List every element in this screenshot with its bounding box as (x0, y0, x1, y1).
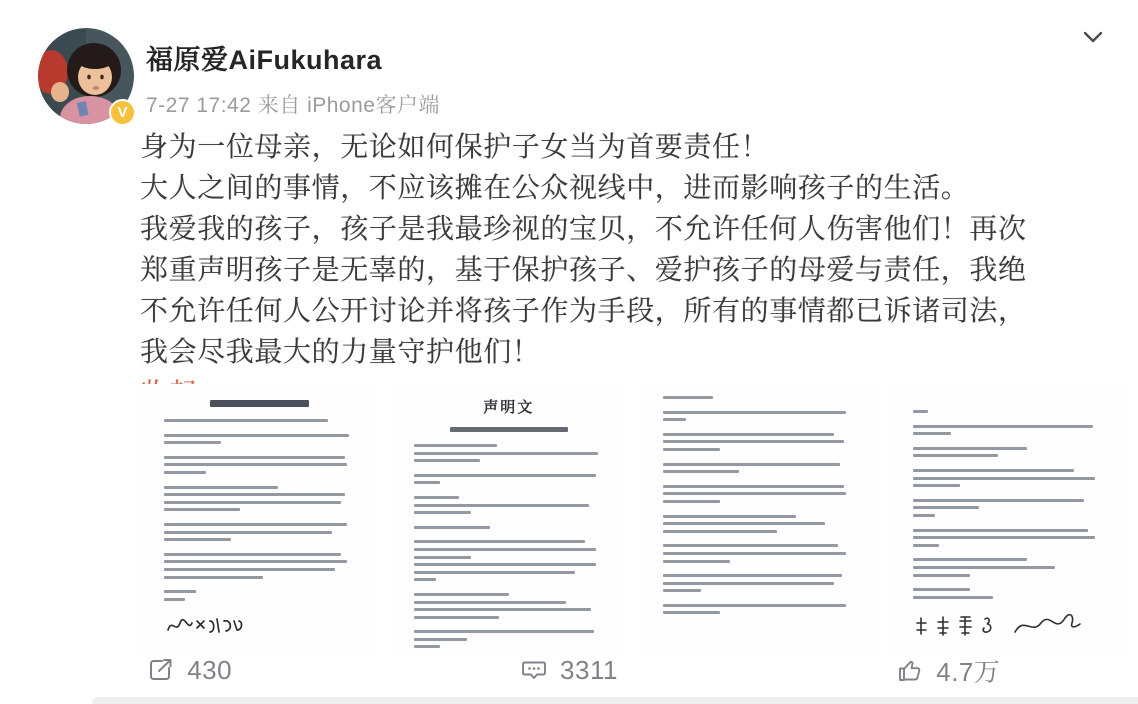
blurred-text-line (663, 582, 834, 585)
paragraph-gap (663, 426, 854, 433)
blurred-text-line (164, 463, 347, 466)
post-paragraph: 大人之间的事情，不应该摊在公众视线中，进而影响孩子的生活。 (140, 172, 970, 203)
blurred-text-line (414, 504, 589, 507)
blurred-text-line (164, 419, 328, 422)
paragraph-gap (164, 479, 355, 486)
attachment-grid (140, 384, 1125, 656)
blurred-text-line (663, 418, 686, 421)
blurred-text-line (414, 459, 481, 462)
attachment-image-statement-page-2[interactable] (390, 384, 627, 654)
blurred-text-line (913, 477, 1096, 480)
action-toolbar (0, 650, 1138, 690)
blurred-text-line (663, 552, 846, 555)
blurred-text-line (913, 499, 1084, 502)
blurred-text-line (414, 556, 471, 559)
attachment-image-statement-page-3[interactable] (639, 384, 876, 654)
blurred-text-line (414, 548, 597, 551)
blurred-text-line (414, 563, 597, 566)
blurred-text-line (913, 529, 1088, 532)
attachment-image-statement-page-4[interactable] (889, 384, 1126, 654)
blurred-text-line (414, 474, 597, 477)
post-paragraph: 我爱我的孩子，孩子是我最珍视的宝贝，不允许任何人伤害他们！再次郑重声明孩子是无辜的，基于保护孩子、爱护孩子的母爱与责任，我绝不允许任何人公开讨论并将孩子作为手段，所有的事情都已诉诸司法，我会尽我最大的力量守护他们！ (140, 213, 1027, 367)
paragraph-gap (164, 546, 355, 553)
post-header (38, 28, 440, 124)
blurred-text-line (913, 410, 928, 413)
blurred-text-line (663, 589, 701, 592)
blurred-text-line (913, 588, 970, 591)
repost-button[interactable] (0, 650, 379, 690)
blurred-text-line (164, 471, 206, 474)
blurred-text-line (164, 598, 185, 601)
blurred-text-line (164, 508, 240, 511)
blurred-text-line (913, 544, 940, 547)
paragraph-gap (913, 440, 1104, 447)
blurred-text-line (164, 553, 341, 556)
username[interactable]: 福原爱AiFukuhara (146, 45, 383, 75)
blurred-text-line (414, 645, 441, 648)
blurred-text-line (164, 523, 347, 526)
paragraph-gap (663, 567, 854, 574)
blurred-text-line (913, 566, 1056, 569)
handwritten-signature (164, 614, 264, 638)
paragraph-gap (414, 467, 605, 474)
paragraph-gap (663, 537, 854, 544)
blurred-text-line (414, 578, 437, 581)
blurred-text-line (164, 493, 345, 496)
blurred-text-line (164, 568, 335, 571)
blurred-text-line (913, 484, 961, 487)
blurred-text-line (414, 452, 599, 455)
blurred-text-line (414, 616, 500, 619)
paragraph-gap (164, 449, 355, 456)
repost-icon (147, 656, 175, 684)
blurred-text-line (913, 514, 936, 517)
document-title: 声明文 (483, 399, 535, 416)
blurred-text-line (913, 447, 1027, 450)
blurred-text-line (663, 448, 720, 451)
paragraph-gap (414, 519, 605, 526)
blurred-text-line (414, 444, 498, 447)
paragraph-gap (913, 581, 1104, 588)
header-info (146, 28, 440, 124)
comment-icon (520, 656, 548, 684)
blurred-text-line (913, 432, 951, 435)
blurred-text-line (913, 574, 970, 577)
like-button[interactable] (759, 650, 1138, 690)
paragraph-gap (164, 583, 355, 590)
blurred-text-line (414, 571, 576, 574)
blurred-text-line (414, 601, 566, 604)
paragraph-gap (414, 623, 605, 630)
blurred-text-line (164, 590, 196, 593)
blurred-text-line (663, 411, 846, 414)
blurred-text-line (913, 454, 999, 457)
blurred-text-line (663, 485, 844, 488)
stamp-and-signature (913, 612, 1093, 642)
document-subtitle-bar (450, 427, 568, 432)
paragraph-gap (913, 462, 1104, 469)
blurred-text-line (913, 425, 1094, 428)
blurred-text-line (663, 396, 713, 399)
paragraph-gap (913, 551, 1104, 558)
paragraph-gap (913, 522, 1104, 529)
blurred-text-line (414, 511, 471, 514)
blurred-text-line (913, 558, 1027, 561)
blurred-text-line (164, 486, 278, 489)
blurred-text-line (164, 538, 231, 541)
blurred-text-line (663, 463, 840, 466)
blurred-text-line (164, 560, 347, 563)
blurred-text-line (913, 469, 1075, 472)
blurred-text-line (164, 441, 221, 444)
blurred-text-line (414, 496, 460, 499)
blurred-text-line (663, 544, 838, 547)
blurred-text-line (414, 481, 441, 484)
blurred-text-line (663, 492, 846, 495)
blurred-text-line (663, 522, 825, 525)
blurred-text-line (414, 630, 595, 633)
paragraph-gap (663, 508, 854, 515)
blurred-text-line (414, 638, 467, 641)
paragraph-gap (663, 404, 854, 411)
blurred-text-line (164, 456, 345, 459)
paragraph-gap (663, 597, 854, 604)
paragraph-gap (414, 489, 605, 496)
next-card-edge (92, 697, 1138, 704)
blurred-text-line (164, 501, 341, 504)
blurred-text-line (663, 440, 844, 443)
blurred-text-line (663, 560, 730, 563)
blurred-text-line (913, 596, 993, 599)
timestamp: 7-27 17:42 来自 iPhone客户端 (146, 94, 440, 117)
blurred-text-line (913, 536, 1096, 539)
blurred-text-line (663, 530, 777, 533)
blurred-text-line (414, 540, 585, 543)
comment-button[interactable] (379, 650, 758, 690)
repost-count: 430 (187, 654, 233, 685)
thumbs-up-icon (896, 656, 924, 684)
paragraph-gap (414, 533, 605, 540)
blurred-text-line (414, 608, 591, 611)
chevron-down-icon[interactable] (1076, 22, 1110, 52)
blurred-text-line (663, 470, 739, 473)
blurred-text-line (913, 506, 980, 509)
paragraph-gap (913, 418, 1104, 425)
blurred-text-line (663, 515, 796, 518)
document-title-bar (210, 400, 309, 407)
blurred-text-line (663, 433, 834, 436)
blurred-text-line (164, 434, 349, 437)
blurred-text-line (164, 531, 332, 534)
paragraph-gap (164, 516, 355, 523)
avatar[interactable] (38, 28, 134, 124)
paragraph-gap (164, 427, 355, 434)
paragraph-gap (414, 586, 605, 593)
verified-badge-icon: V (109, 99, 136, 126)
post-paragraph: 身为一位母亲，无论如何保护子女当为首要责任！ (140, 131, 770, 162)
blurred-text-line (663, 604, 846, 607)
paragraph-gap (663, 456, 854, 463)
blurred-text-line (663, 611, 720, 614)
paragraph-gap (663, 478, 854, 485)
blurred-text-line (414, 526, 490, 529)
blurred-text-line (414, 593, 509, 596)
blurred-text-line (164, 576, 263, 579)
post-text (140, 126, 1038, 414)
like-count: 4.7万 (936, 656, 1001, 687)
blurred-text-line (663, 574, 842, 577)
comment-count: 3311 (560, 654, 618, 685)
blurred-text-line (663, 500, 720, 503)
paragraph-gap (913, 492, 1104, 499)
attachment-image-statement-page-1[interactable] (140, 384, 377, 654)
